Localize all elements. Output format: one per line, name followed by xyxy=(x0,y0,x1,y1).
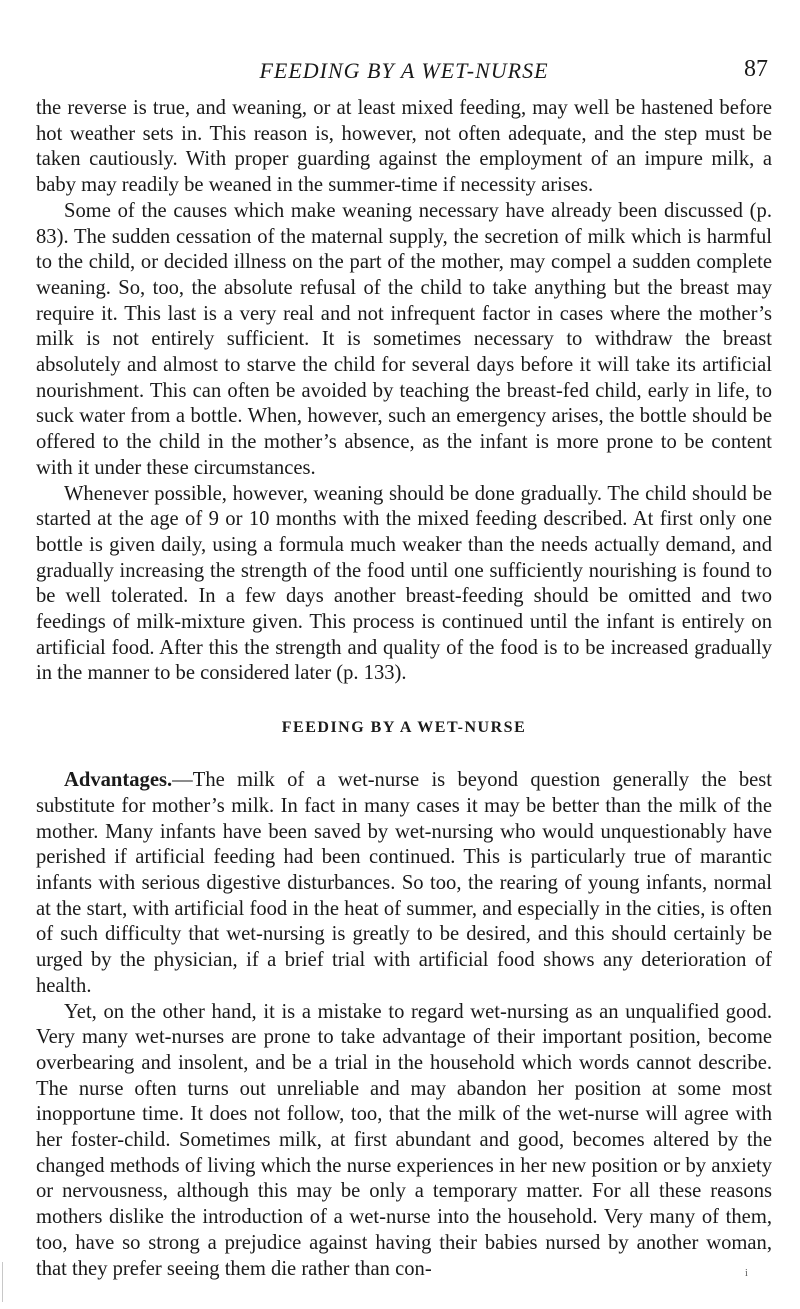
run-in-heading: Advantages. xyxy=(64,769,173,792)
running-title: FEEDING BY A WET-NURSE xyxy=(259,58,549,83)
section-paragraph-2: Yet, on the other hand, it is a mistake to regard wet-nursing as an unqualified good. Very many wet-nurses are prone to take advantage of their important position, become overbearing and insolent, and be a trial in the household which words cannot describe. The nurse often turns out unreliable and may abandon her position at some most inopportune time. It does not follow, too, that the milk of the wet-nurse will agree with her foster-child. Sometimes milk, at first abundant and good, becomes altered by the changed methods of living which the nurse experiences in her new position or by anxiety or nervousness, although this may be only a temporary matter. For all these reasons mothers dislike the introduction of a wet-nurse into the household. Very many of them, too, have so strong a prejudice against having their babies nursed by another woman, that they prefer seeing them die rather than con- xyxy=(36,1000,772,1280)
page-number: 87 xyxy=(744,56,768,82)
scan-edge-mark xyxy=(2,1262,3,1302)
section-paragraph-1-text: —The milk of a wet-nurse is beyond question generally the best substitute for mother’s milk. In fact in many cases it may be better than the milk of the mother. Many infants have been saved by wet-nursing who would unquestionably have perished if artificial feeding had been continued. This is particularly true of marantic infants with serious digestive disturbances. So too, the rearing of young infants, normal at the start, with artificial food in the heat of summer, and especially in the cities, is often of such difficulty that wet-nursing is greatly to be desired, and this should certainly be urged by the physician, if a brief trial with artificial food shows any deterioration of health. xyxy=(36,769,772,997)
body-paragraph-3: Whenever possible, however, weaning should be done gradually. The child should be started at the age of 9 or 10 months with the mixed feeding described. At first only one bottle is given daily, using a formula much weaker than the needs actually demand, and gradually increasing the strength of the food until one sufficiently nourishing is found to be well tolerated. In a few days another breast-feeding should be omitted and two feedings of milk-mixture given. This process is continued until the infant is entirely on artificial food. After this the strength and quality of the food is to be increased gradually in the manner to be considered later (p. 133). xyxy=(36,482,772,685)
book-page xyxy=(36,0,772,1282)
body-paragraph-2: Some of the causes which make weaning necessary have already been discussed (p. 83). The sudden cessation of the maternal supply, the secretion of milk which is harmful to the child, or decided illness on the part of the mother, may compel a sudden complete weaning. So, too, the absolute refusal of the child to take anything but the breast may require it. This last is a very real and not infrequent factor in cases where the mother’s milk is not entirely sufficient. It is sometimes necessary to withdraw the breast absolutely and almost to starve the child for several days before it will take its artificial nourishment. This can often be avoided by teaching the breast-fed child, early in life, to suck water from a bottle. When, however, such an emergency arises, the bottle should be offered to the child in the mother’s absence, as the infant is more prone to be content with it under these circumstances. xyxy=(36,199,772,479)
section-paragraph-1 xyxy=(36,768,772,999)
section-heading: FEEDING BY A WET-NURSE xyxy=(281,719,527,737)
footer-mark: i xyxy=(745,1268,748,1279)
body-paragraph-1: the reverse is true, and weaning, or at least mixed feeding, may well be hastened before hot weather sets in. This reason is, however, not often adequate, and the step must be taken cautiously. With proper guarding against the employment of an impure milk, a baby may readily be weaned in the summer-time if necessity arises. xyxy=(36,97,772,197)
running-header xyxy=(36,0,772,96)
